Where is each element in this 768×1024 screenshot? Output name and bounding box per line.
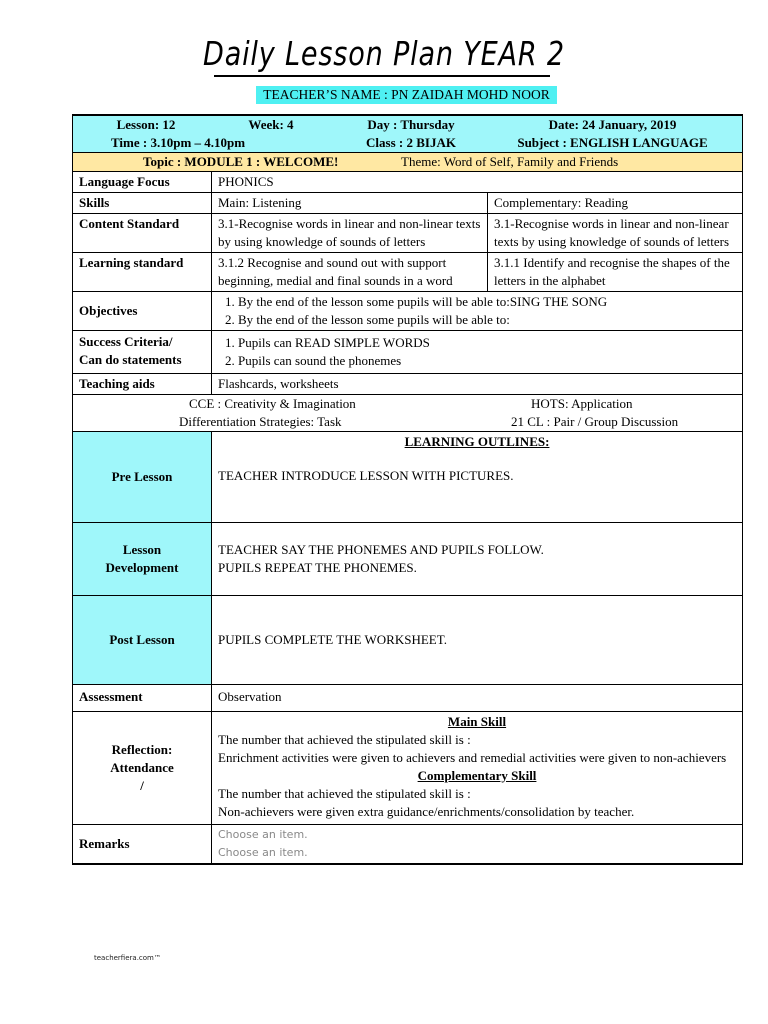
list-item: 1. Pupils can READ SIMPLE WORDS: [238, 334, 736, 352]
header-info-row: [73, 115, 743, 153]
content-standard-label: Content Standard: [73, 214, 212, 253]
slash-label: /: [140, 778, 144, 793]
learning-standard-main: 3.1.2 Recognise and sound out with support beginning, medial and final sounds in a word: [212, 253, 488, 292]
success-criteria-row: [73, 331, 743, 374]
learning-standard-label: Learning standard: [73, 253, 212, 292]
remarks-choice-2[interactable]: Choose an item.: [218, 846, 308, 859]
main-skill-line-2: Enrichment activities were given to achievers and remedial activities were given to non-achievers: [218, 750, 727, 765]
day: Day : Thursday: [367, 117, 455, 132]
list-item: 1. By the end of the lesson some pupils will be able to:SING THE SONG: [238, 293, 736, 311]
remarks-label: Remarks: [73, 825, 212, 865]
objectives-label: Objectives: [73, 292, 212, 331]
assessment-row: [73, 685, 743, 712]
language-focus-value: PHONICS: [212, 172, 743, 193]
cl21: 21 CL : Pair / Group Discussion: [511, 414, 679, 429]
time: Time : 3.10pm – 4.10pm: [111, 135, 246, 150]
teaching-aids-row: [73, 374, 743, 395]
skills-main: Main: Listening: [212, 193, 488, 214]
list-item: 2. By the end of the lesson some pupils will be able to:: [238, 311, 736, 329]
reflection-row: [73, 712, 743, 825]
post-lesson-text: PUPILS COMPLETE THE WORKSHEET.: [212, 596, 743, 685]
hots: HOTS: Application: [531, 396, 633, 411]
topic: Topic : MODULE 1 : WELCOME!: [143, 154, 339, 169]
week-number: Week: 4: [248, 117, 294, 132]
pre-lesson-row: [73, 432, 743, 523]
differentiation: Differentiation Strategies: Task: [179, 414, 342, 429]
learning-outlines-heading: LEARNING OUTLINES:: [404, 434, 550, 449]
main-skill-line-1: The number that achieved the stipulated skill is :: [218, 732, 471, 747]
lesson-development-line-2: PUPILS REPEAT THE PHONEMES.: [218, 560, 417, 575]
skills-row: [73, 193, 743, 214]
topic-row: [73, 153, 743, 172]
subject: Subject : ENGLISH LANGUAGE: [517, 135, 708, 150]
assessment-value: Observation: [212, 685, 743, 712]
footer-credit: teacherfiera.com™: [94, 954, 161, 962]
content-standard-main: 3.1-Recognise words in linear and non-linear texts by using knowledge of sounds of letters: [212, 214, 488, 253]
teaching-aids-label: Teaching aids: [73, 374, 212, 395]
lesson-number: Lesson: 12: [116, 117, 176, 132]
cce: CCE : Creativity & Imagination: [189, 396, 356, 411]
date: Date: 24 January, 2019: [548, 117, 677, 132]
class: Class : 2 BIJAK: [366, 135, 456, 150]
lesson-development-label-2: Development: [105, 560, 179, 575]
teacher-name: TEACHER’S NAME : PN ZAIDAH MOHD NOOR: [256, 86, 557, 104]
skills-complementary: Complementary: Reading: [488, 193, 743, 214]
title-underline: [214, 75, 550, 77]
post-lesson-label: Post Lesson: [73, 596, 212, 685]
learning-standard-complementary: 3.1.1 Identify and recognise the shapes of the letters in the alphabet: [488, 253, 743, 292]
language-focus-row: [73, 172, 743, 193]
language-focus-label: Language Focus: [73, 172, 212, 193]
remarks-row: [73, 825, 743, 865]
page-title: Daily Lesson Plan YEAR 2: [203, 34, 565, 73]
learning-standard-row: [73, 253, 743, 292]
lesson-plan-table: [72, 114, 743, 865]
main-skill-heading: Main Skill: [447, 714, 507, 729]
content-standard-row: [73, 214, 743, 253]
objectives-list: [218, 293, 736, 329]
lesson-development-line-1: TEACHER SAY THE PHONEMES AND PUPILS FOLLOW.: [218, 542, 544, 557]
objectives-row: [73, 292, 743, 331]
post-lesson-row: [73, 596, 743, 685]
complementary-skill-line-2: Non-achievers were given extra guidance/enrichments/consolidation by teacher.: [218, 804, 635, 819]
attendance-label: Attendance: [110, 760, 174, 775]
lesson-development-label-1: Lesson: [122, 542, 162, 557]
cce-row: [73, 395, 743, 432]
pre-lesson-text: TEACHER INTRODUCE LESSON WITH PICTURES.: [218, 468, 514, 483]
theme: Theme: Word of Self, Family and Friends: [401, 154, 619, 169]
skills-label: Skills: [73, 193, 212, 214]
reflection-label: Reflection:: [111, 742, 173, 757]
success-criteria-list: [218, 334, 736, 370]
complementary-skill-line-1: The number that achieved the stipulated skill is :: [218, 786, 471, 801]
content-standard-complementary: 3.1-Recognise words in linear and non-linear texts by using knowledge of sounds of letters: [488, 214, 743, 253]
success-criteria-label: Success Criteria/: [79, 334, 173, 349]
pre-lesson-label: Pre Lesson: [73, 432, 212, 523]
lesson-development-row: [73, 523, 743, 596]
header-info: [81, 116, 734, 152]
can-do-label: Can do statements: [79, 352, 182, 367]
remarks-choice-1[interactable]: Choose an item.: [218, 828, 308, 841]
list-item: 2. Pupils can sound the phonemes: [238, 352, 736, 370]
teaching-aids-value: Flashcards, worksheets: [212, 374, 743, 395]
assessment-label: Assessment: [73, 685, 212, 712]
complementary-skill-heading: Complementary Skill: [417, 768, 537, 783]
